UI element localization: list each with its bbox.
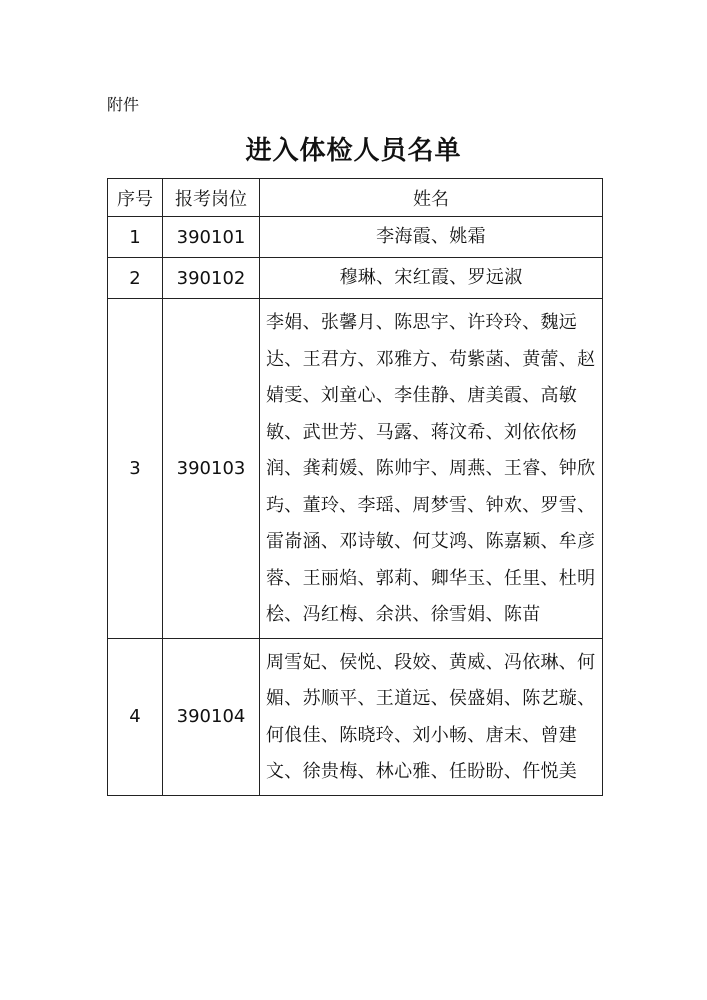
row-post: 390103 [163, 299, 260, 639]
table-row [108, 299, 603, 639]
header-no: 序号 [108, 179, 163, 217]
row-post: 390102 [163, 258, 260, 299]
row-names: 李娟、张馨月、陈思宇、许玲玲、魏远达、王君方、邓雅方、苟紫菡、黄蕾、赵婧雯、刘童心、李佳静、唐美霞、高敏敏、武世芳、马露、蒋汶希、刘依依杨润、龚莉媛、陈帅宇、周燕、王睿、钟欣玙、董玲、李瑶、周梦雪、钟欢、罗雪、雷嵛涵、邓诗敏、何艾鸿、陈嘉颖、牟彦蓉、王丽焰、郭莉、卿华玉、任里、杜明桧、冯红梅、余洪、徐雪娟、陈苗 [260, 299, 603, 639]
table-row [108, 638, 603, 795]
row-post: 390104 [163, 638, 260, 795]
page-title: 进入体检人员名单 [245, 136, 462, 166]
row-no: 1 [108, 217, 163, 258]
header-post: 报考岗位 [163, 179, 260, 217]
row-names: 李海霞、姚霜 [260, 217, 603, 258]
table-row [108, 217, 603, 258]
row-no: 2 [108, 258, 163, 299]
row-no: 4 [108, 638, 163, 795]
candidate-table [107, 178, 603, 796]
header-names: 姓名 [260, 179, 603, 217]
attachment-label: 附件 [107, 95, 140, 114]
row-names: 穆琳、宋红霞、罗远淑 [260, 258, 603, 299]
table-row [108, 258, 603, 299]
row-names: 周雪妃、侯悦、段姣、黄威、冯依琳、何媚、苏顺平、王道远、侯盛娟、陈艺璇、何俍佳、陈晓玲、刘小畅、唐末、曾建文、徐贵梅、林心雅、任盼盼、仵悦美 [260, 638, 603, 795]
row-post: 390101 [163, 217, 260, 258]
table-header-row [108, 179, 603, 217]
row-no: 3 [108, 299, 163, 639]
